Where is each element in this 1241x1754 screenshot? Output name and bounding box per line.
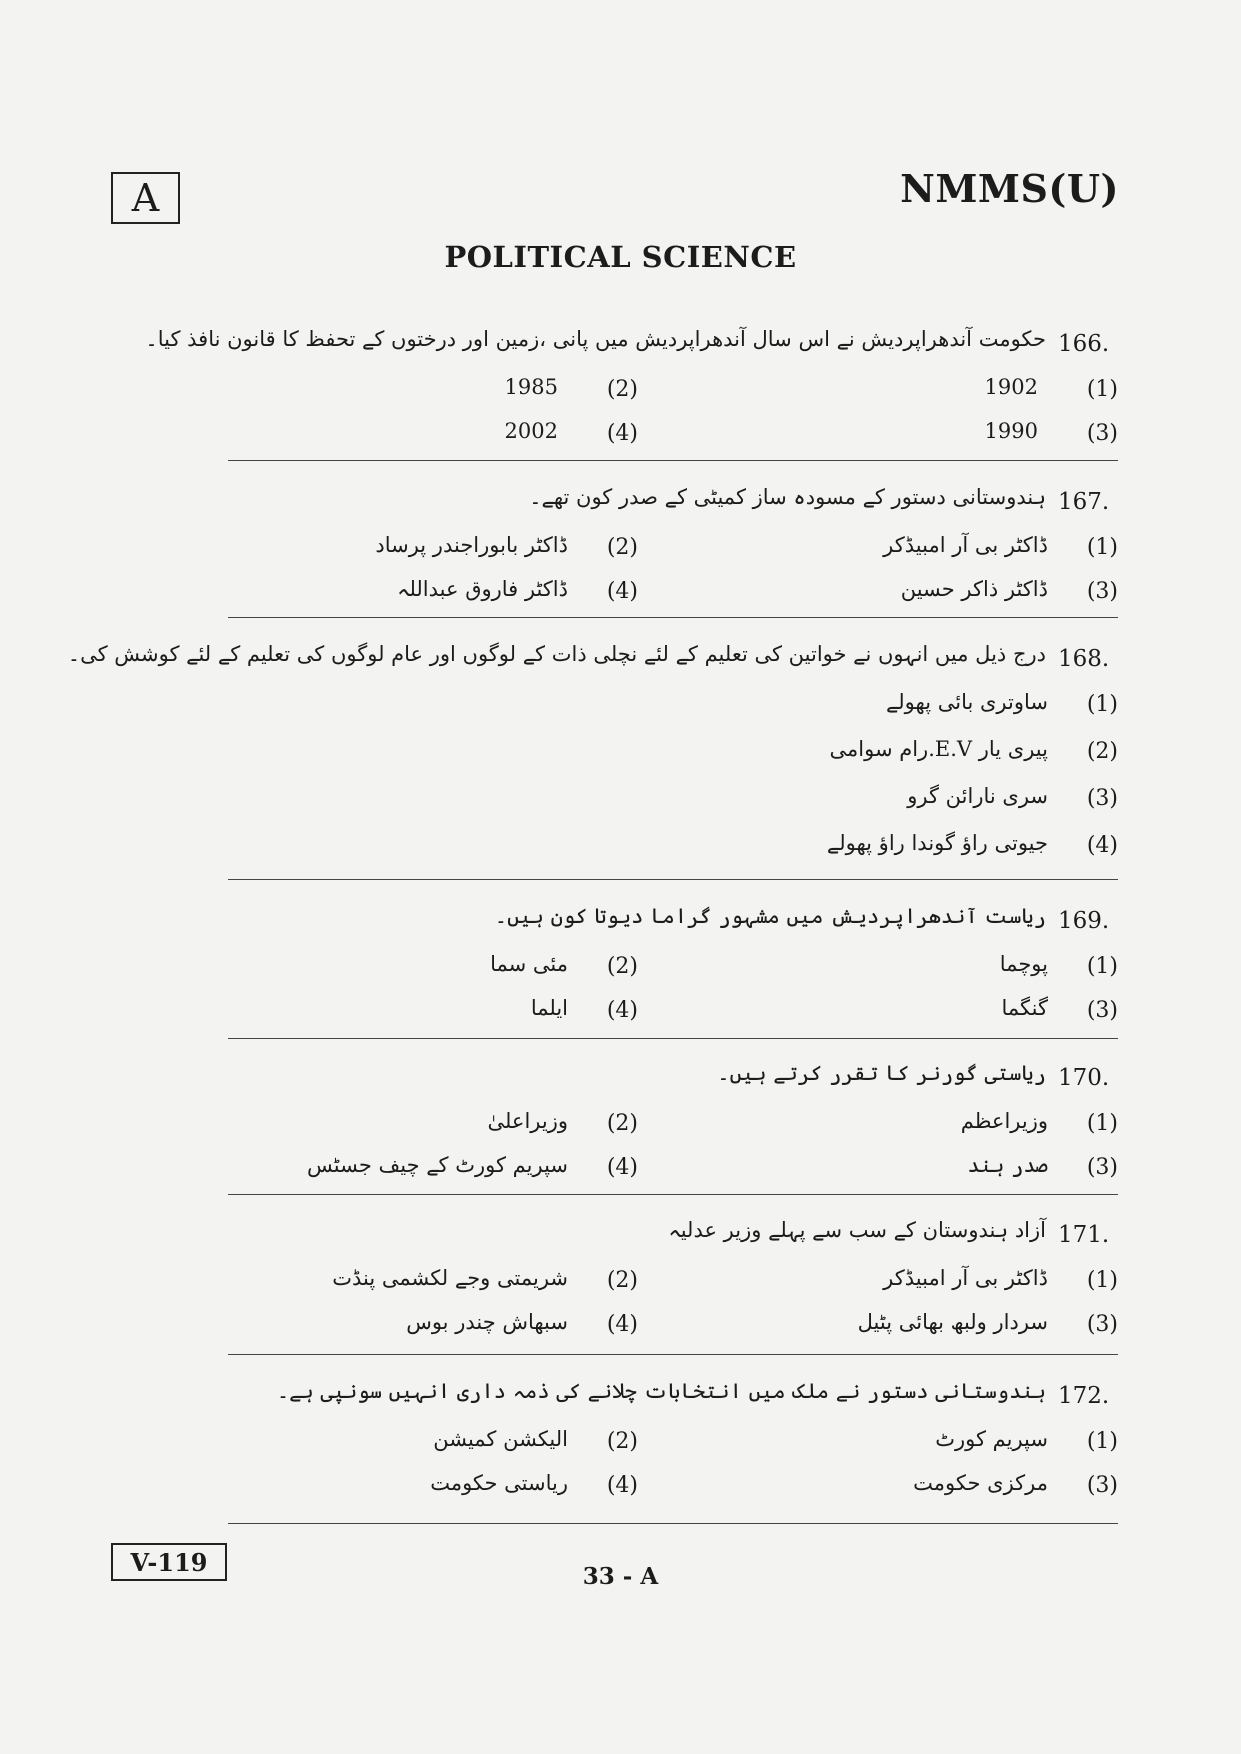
option-text: ایلما [530, 996, 568, 1020]
option-number: (1) [1086, 377, 1118, 402]
option-number: (2) [1086, 739, 1118, 764]
question-number: 171. [1058, 1222, 1110, 1248]
divider [228, 617, 1118, 618]
option-4 [238, 1306, 638, 1346]
option-text: سبھاش چندر بوس [406, 1310, 568, 1334]
paper-code: V-119 [130, 1547, 208, 1577]
question-172 [228, 1377, 1118, 1511]
divider [228, 460, 1118, 461]
option-text: ڈاکٹر فاروق عبداللہ [397, 577, 568, 601]
option-number: (1) [1086, 1268, 1118, 1293]
option-2 [238, 948, 638, 988]
set-label: A [131, 176, 160, 220]
option-3 [518, 780, 1118, 820]
option-number: (4) [606, 998, 638, 1023]
option-text: گنگما [1001, 996, 1048, 1020]
option-text: 2002 [504, 419, 558, 443]
question-text: ہندوستانی دستور نے ملک میں انتخابات چلانے کی ذمہ داری انہیں سونپی ہے۔ [276, 1379, 1046, 1403]
option-2 [438, 371, 638, 411]
question-167 [228, 483, 1118, 617]
question-number: 167. [1058, 489, 1110, 515]
question-168 [67, 640, 1118, 874]
option-text: پوچما [999, 952, 1048, 976]
option-number: (4) [1086, 833, 1118, 858]
divider [228, 879, 1118, 880]
set-box [111, 172, 180, 224]
divider [228, 1038, 1118, 1039]
option-4 [238, 992, 638, 1032]
question-text: حکومت آندھراپردیش نے اس سال آندھراپردیش میں پانی ،زمین اور درختوں کے تحفظ کا قانون نافذ کیا۔ [145, 327, 1046, 351]
question-169 [228, 902, 1118, 1036]
option-number: (4) [606, 579, 638, 604]
divider [228, 1194, 1118, 1195]
option-2 [238, 1423, 638, 1463]
option-1 [918, 371, 1118, 411]
option-number: (3) [1086, 579, 1118, 604]
question-number: 169. [1058, 908, 1110, 934]
option-text: پیری یار E.V.رام سوامی [829, 737, 1048, 761]
option-number: (2) [606, 1268, 638, 1293]
subject-title: POLITICAL SCIENCE [444, 240, 797, 274]
option-number: (4) [606, 1312, 638, 1337]
option-text: 1990 [984, 419, 1038, 443]
question-text: درج ذیل میں انہوں نے خواتین کی تعلیم کے لئے نچلی ذات کے لوگوں اور عام لوگوں کی تعلیم کے لئے کوشش کی۔ [67, 642, 1046, 666]
option-3 [718, 573, 1118, 613]
option-text: مرکزی حکومت [913, 1471, 1048, 1495]
option-3 [718, 1306, 1118, 1346]
option-2 [238, 1262, 638, 1302]
option-text: صدر ہند [967, 1153, 1048, 1177]
option-number: (2) [606, 377, 638, 402]
divider [228, 1354, 1118, 1355]
option-number: (3) [1086, 998, 1118, 1023]
question-number: 172. [1058, 1383, 1110, 1409]
option-number: (1) [1086, 535, 1118, 560]
option-number: (1) [1086, 692, 1118, 717]
option-4 [238, 573, 638, 613]
option-2 [238, 529, 638, 569]
option-1 [718, 1105, 1118, 1145]
option-text: شریمتی وجے لکشمی پنڈت [332, 1266, 568, 1290]
option-number: (1) [1086, 954, 1118, 979]
option-1 [518, 686, 1118, 726]
option-number: (4) [606, 1155, 638, 1180]
option-text: وزیراعظم [960, 1109, 1048, 1133]
option-2 [238, 1105, 638, 1145]
option-3 [918, 415, 1118, 455]
option-number: (3) [1086, 786, 1118, 811]
option-4 [238, 1467, 638, 1507]
option-number: (2) [606, 535, 638, 560]
question-166 [145, 325, 1118, 459]
question-text: ریاستی گورنر کا تقرر کرتے ہیں۔ [717, 1061, 1046, 1085]
option-text: جیوتی راؤ گوندا راؤ پھولے [826, 831, 1048, 855]
option-2 [518, 733, 1118, 773]
option-1 [718, 948, 1118, 988]
option-number: (1) [1086, 1429, 1118, 1454]
option-1 [718, 1423, 1118, 1463]
option-3 [718, 992, 1118, 1032]
option-4 [518, 827, 1118, 867]
question-170 [228, 1059, 1118, 1193]
question-text: ہندوستانی دستور کے مسودہ ساز کمیٹی کے صدر کون تھے۔ [529, 485, 1046, 509]
option-1 [718, 529, 1118, 569]
option-text: ڈاکٹر بی آر امبیڈکر [883, 1266, 1048, 1290]
option-text: ڈاکٹر بابوراجندر پرساد [375, 533, 568, 557]
question-number: 170. [1058, 1065, 1110, 1091]
option-text: ڈاکٹر ذاکر حسین [900, 577, 1048, 601]
question-text: آزاد ہندوستان کے سب سے پہلے وزیر عدلیہ [668, 1218, 1046, 1242]
option-text: سری نارائن گرو [907, 784, 1048, 808]
option-text: ساوتری بائی پھولے [885, 690, 1048, 714]
option-number: (3) [1086, 1473, 1118, 1498]
option-4 [438, 415, 638, 455]
option-3 [718, 1149, 1118, 1189]
option-number: (4) [606, 421, 638, 446]
option-number: (2) [606, 1111, 638, 1136]
option-text: مئی سما [490, 952, 568, 976]
option-number: (3) [1086, 1312, 1118, 1337]
option-text: سپریم کورٹ کے چیف جسٹس [307, 1153, 568, 1177]
option-text: ریاستی حکومت [430, 1471, 568, 1495]
option-text: سپریم کورٹ [935, 1427, 1048, 1451]
option-text: ڈاکٹر بی آر امبیڈکر [883, 533, 1048, 557]
option-text: 1985 [504, 375, 558, 399]
option-text: وزیراعلیٰ [487, 1109, 568, 1133]
page-number: 33 - A [582, 1563, 659, 1590]
option-number: (3) [1086, 421, 1118, 446]
option-text: سردار ولبھ بھائی پٹیل [857, 1310, 1048, 1334]
option-4 [238, 1149, 638, 1189]
option-1 [718, 1262, 1118, 1302]
option-number: (1) [1086, 1111, 1118, 1136]
question-text: ریاست آندھراپردیش میں مشہور گراما دیوتا کون ہیں۔ [494, 904, 1046, 928]
question-171 [228, 1216, 1118, 1350]
option-number: (2) [606, 1429, 638, 1454]
option-text: الیکشن کمیشن [433, 1427, 568, 1451]
option-text: 1902 [984, 375, 1038, 399]
option-number: (3) [1086, 1155, 1118, 1180]
exam-code: NMMS(U) [900, 166, 1119, 211]
question-number: 168. [1058, 646, 1110, 672]
divider [228, 1523, 1118, 1524]
option-number: (4) [606, 1473, 638, 1498]
option-3 [718, 1467, 1118, 1507]
option-number: (2) [606, 954, 638, 979]
question-number: 166. [1058, 331, 1110, 357]
